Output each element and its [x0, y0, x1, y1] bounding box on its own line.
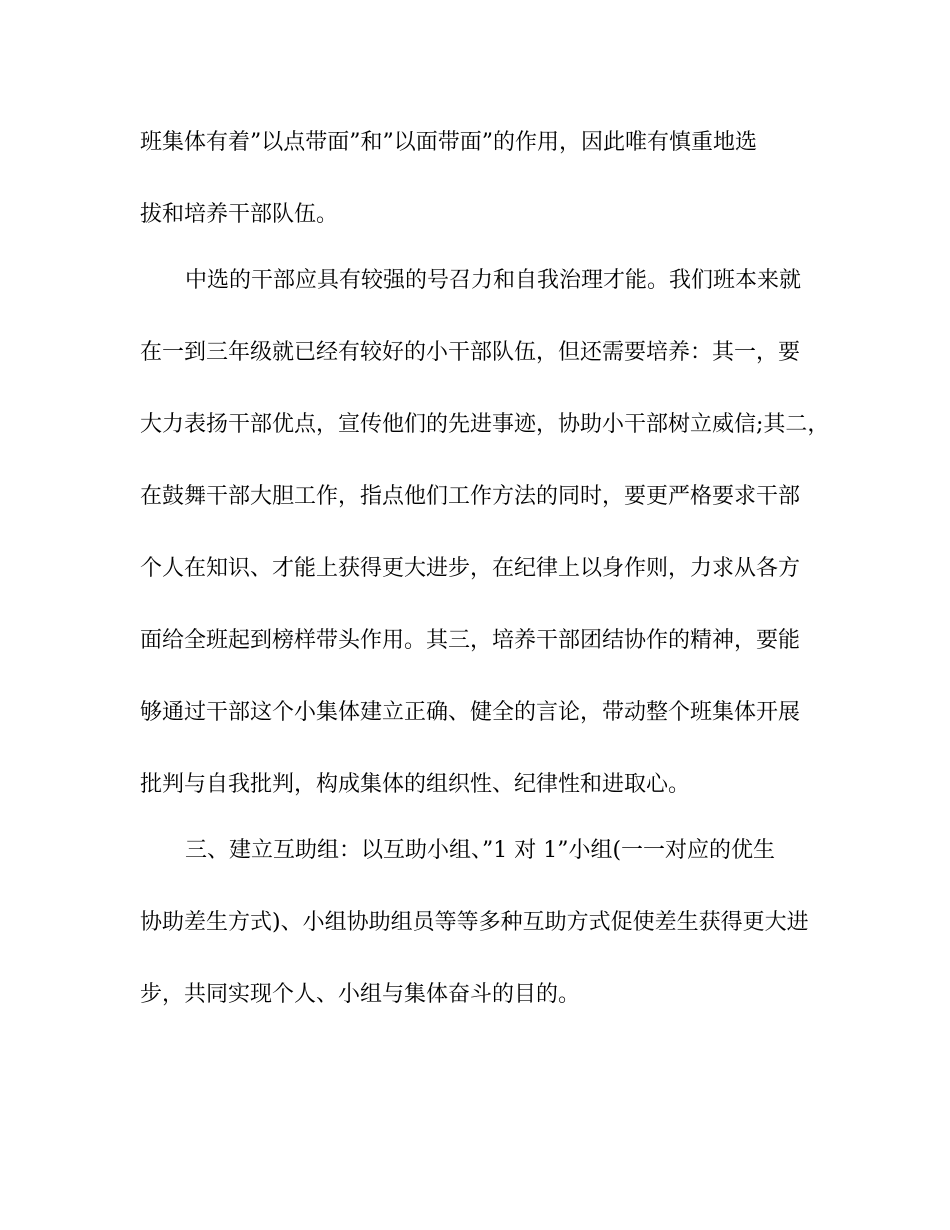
text-line: 在一到三年级就已经有较好的小干部队伍，但还需要培养：其一，要 — [140, 340, 801, 365]
text-line: 班集体有着”以点带面”和”以面带面”的作用，因此唯有慎重地选 — [140, 130, 757, 155]
text-line: 个人在知识、才能上获得更大进步，在纪律上以身作则，力求从各方 — [140, 556, 801, 581]
paragraph-start-line: 中选的干部应具有较强的号召力和自我治理才能。我们班本来就 — [185, 268, 802, 293]
text-line: 在鼓舞干部大胆工作，指点他们工作方法的同时，要更严格要求干部 — [140, 484, 801, 509]
text-line: 批判与自我批判，构成集体的组织性、纪律性和进取心。 — [140, 772, 691, 797]
paragraph-start-line: 三、建立互助组：以互助小组、”1 对 1”小组(一一对应的优生 — [185, 838, 776, 863]
text-line: 够通过干部这个小集体建立正确、健全的言论，带动整个班集体开展 — [140, 700, 801, 725]
text-line: 步，共同实现个人、小组与集体奋斗的目的。 — [140, 982, 581, 1007]
text-line: 协助差生方式)、小组协助组员等等多种互助方式促使差生获得更大进 — [140, 910, 809, 935]
text-line: 大力表扬干部优点，宣传他们的先进事迹，协助小干部树立威信;其二， — [140, 412, 830, 437]
text-line: 拔和培养干部队伍。 — [140, 202, 339, 227]
text-line: 面给全班起到榜样带头作用。其三，培养干部团结协作的精神，要能 — [140, 628, 801, 653]
